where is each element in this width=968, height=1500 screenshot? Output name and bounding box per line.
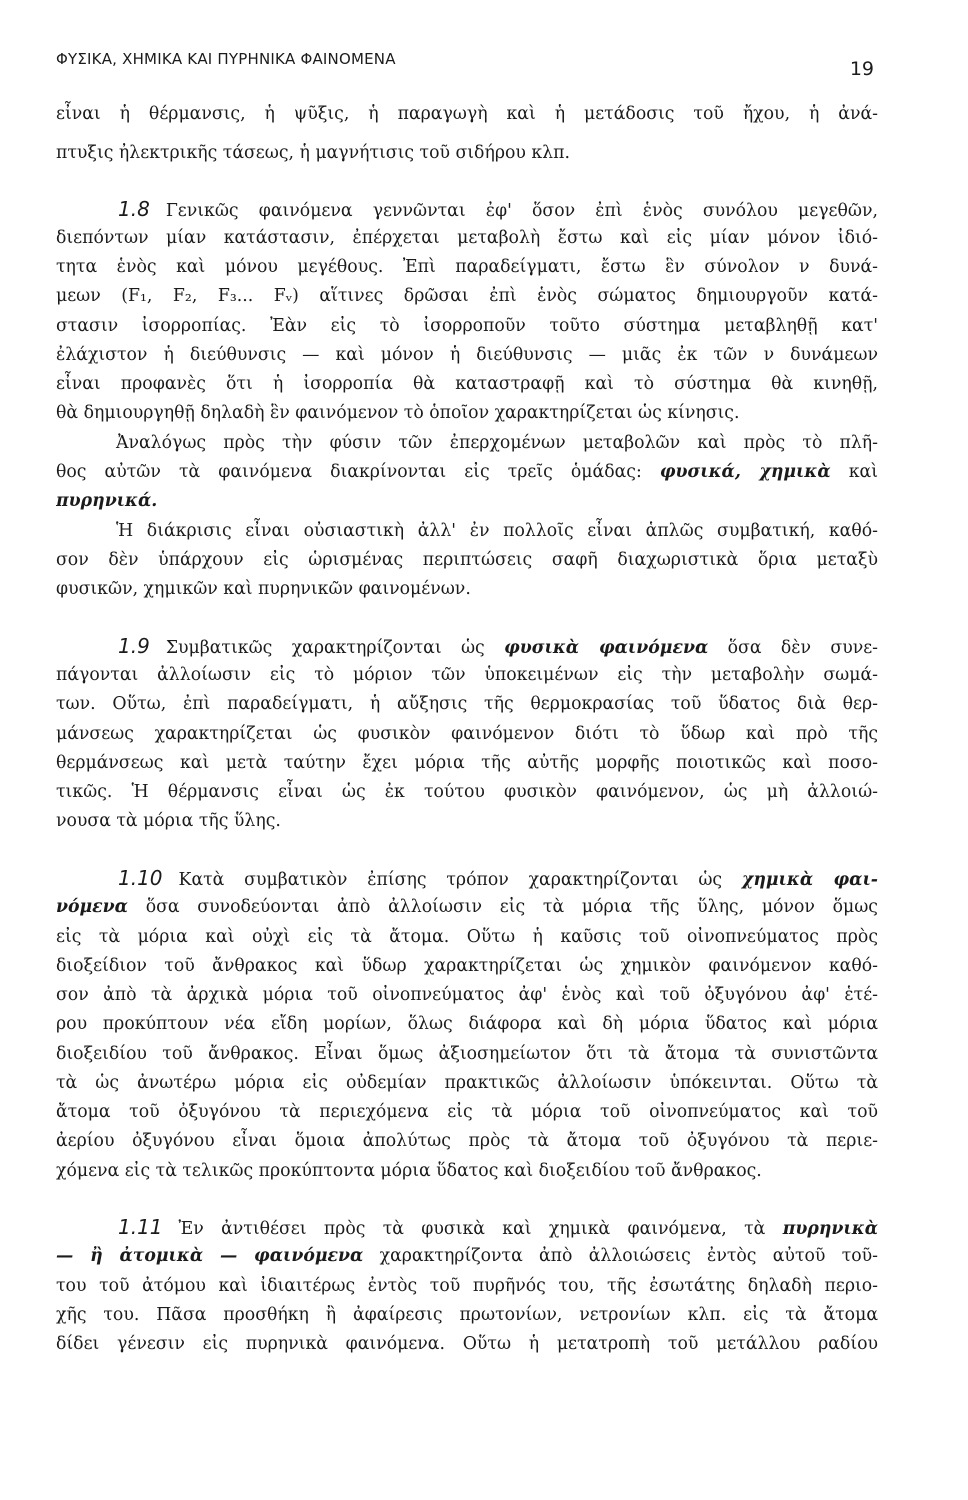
emphasis-term: νόμενα xyxy=(56,897,128,917)
page-number: 19 xyxy=(849,58,874,80)
text-line: χόμενα εἰς τὰ τελικῶς προκύπτοντα μόρια ὕδατος καὶ διοξειδίου τοῦ ἄνθρακος. xyxy=(56,1161,762,1181)
text-line: 1.10 Κατὰ συμβατικὸν ἐπίσης τρόπον χαρακτηρίζονται ὡς χημικὰ φαι- xyxy=(118,866,878,890)
text-line: ἀερίου ὀξυγόνου εἶναι ὅμοια ἀπολύτως πρὸς τὰ ἄτομα τοῦ ὀξυγόνου τὰ περιε- xyxy=(56,1131,878,1151)
text-line: τικῶς. Ἡ θέρμανσις εἶναι ὡς ἐκ τούτου φυσικὸν φαινόμενον, ὡς μὴ ἀλλοιώ- xyxy=(56,782,878,802)
emphasis-term: φυσικὰ φαινόμενα xyxy=(504,638,709,658)
section-number: 1.11 xyxy=(118,1215,163,1239)
text-line: εἶναι προφανὲς ὅτι ἡ ἰσορροπία θὰ καταστραφῇ καὶ τὸ σύστημα θὰ κινηθῇ, xyxy=(56,374,878,394)
text-line: μάνσεως χαρακτηρίζεται ὡς φυσικὸν φαινόμενον διότι τὸ ὕδωρ καὶ πρὸ τῆς xyxy=(56,724,878,744)
text-line: 1.11 Ἐν ἀντιθέσει πρὸς τὰ φυσικὰ καὶ χημικὰ φαινόμενα, τὰ πυρηνικὰ xyxy=(118,1215,878,1239)
text-line: χῆς του. Πᾶσα προσθήκη ἢ ἀφαίρεσις πρωτονίων, νετρονίων κλπ. εἰς τὰ ἄτομα xyxy=(56,1305,878,1325)
text-line: του τοῦ ἀτόμου καὶ ἰδιαιτέρως ἐντὸς τοῦ πυρῆνός του, τῆς ἐσωτάτης δηλαδὴ περιο- xyxy=(56,1276,878,1296)
text-line: δίδει γένεσιν εἰς πυρηνικὰ φαινόμενα. Οὕτω ἡ μετατροπὴ τοῦ μετάλλου ραδίου xyxy=(56,1334,878,1354)
text-line: σον ἀπὸ τὰ ἀρχικὰ μόρια τοῦ οἰνοπνεύματος ἀφ' ἑνὸς καὶ τοῦ ὀξυγόνου ἀφ' ἑτέ- xyxy=(56,985,878,1005)
text-line: εἰς τὰ μόρια καὶ οὐχὶ εἰς τὰ ἄτομα. Οὕτω ἡ καῦσις τοῦ οἰνοπνεύματος πρὸς xyxy=(56,927,878,947)
text-line: νόμενα ὅσα συνοδεύονται ἀπὸ ἀλλοίωσιν εἰς τὰ μόρια τῆς ὕλης, μόνον ὅμως xyxy=(56,897,878,917)
text-line: στασιν ἰσορροπίας. Ἐὰν εἰς τὸ ἰσορροποῦν τοῦτο σύστημα μεταβληθῇ κατ' xyxy=(56,316,878,336)
text-line: νουσα τὰ μόρια τῆς ὕλης. xyxy=(56,811,281,831)
emphasis-term: — ἢ ἀτομικὰ — φαινόμενα xyxy=(56,1246,364,1266)
section-number: 1.8 xyxy=(118,197,150,221)
text-line: φυσικῶν, χημικῶν καὶ πυρηνικῶν φαινομένων. xyxy=(56,579,471,599)
text-line: των. Οὕτω, ἐπὶ παραδείγματι, ἡ αὔξησις τῆς θερμοκρασίας τοῦ ὕδατος διὰ θερ- xyxy=(56,694,878,714)
text-line: σον δὲν ὑπάρχουν εἰς ὡρισμένας περιπτώσεις σαφῆ διαχωριστικὰ ὅρια μεταξὺ xyxy=(56,550,878,570)
emphasis-term: πυρηνικά. xyxy=(56,491,158,511)
text-line: 1.9 Συμβατικῶς χαρακτηρίζονται ὡς φυσικὰ φαινόμενα ὅσα δὲν συνε- xyxy=(118,634,878,658)
section-number: 1.9 xyxy=(118,634,150,658)
text-line: πάγονται ἀλλοίωσιν εἰς τὸ μόριον τῶν ὑποκειμένων εἰς τὴν μεταβολὴν σωμά- xyxy=(56,665,878,685)
text-line: 1.8 Γενικῶς φαινόμενα γεννῶνται ἐφ' ὅσον ἐπὶ ἑνὸς συνόλου μεγεθῶν, xyxy=(118,197,878,221)
text-line: Ἀναλόγως πρὸς τὴν φύσιν τῶν ἐπερχομένων μεταβολῶν καὶ πρὸς τὸ πλῆ- xyxy=(116,433,878,453)
emphasis-term: χημικὰ φαι- xyxy=(741,870,878,890)
text-line: διοξειδίου τοῦ ἄνθρακος. Εἶναι ὅμως ἀξιοσημείωτον ὅτι τὰ ἄτομα τὰ συνιστῶντα xyxy=(56,1044,878,1064)
text-line: τὰ ὡς ἀνωτέρω μόρια εἰς οὐδεμίαν πρακτικῶς ἀλλοίωσιν ὑπόκεινται. Οὕτω τὰ xyxy=(56,1073,878,1093)
text-line: ἐλάχιστον ἡ διεύθυνσις — καὶ μόνον ἡ διεύθυνσις — μιᾶς ἐκ τῶν ν δυνάμεων xyxy=(56,345,878,365)
text-line: θὰ δημιουργηθῇ δηλαδὴ ἓν φαινόμενον τὸ ὁποῖον χαρακτηρίζεται ὡς κίνησις. xyxy=(56,403,740,423)
text-line: θερμάνσεως καὶ μετὰ ταύτην ἔχει μόρια τῆς αὐτῆς μορφῆς ποιοτικῶς καὶ ποσο- xyxy=(56,753,878,773)
section-number: 1.10 xyxy=(118,866,163,890)
text-line xyxy=(56,488,878,514)
emphasis-term: πυρηνικὰ xyxy=(782,1219,878,1239)
text-line: μεων (F₁, F₂, F₃... Fᵥ) αἵτινες δρῶσαι ἐπὶ ἑνὸς σώματος δημιουργοῦν κατά- xyxy=(56,286,878,306)
text-line: διοξείδιον τοῦ ἄνθρακος καὶ ὕδωρ χαρακτηρίζεται ὡς χημικὸν φαινόμενον καθό- xyxy=(56,956,878,976)
running-header: ΦΥΣΙΚΑ, ΧΗΜΙΚΑ ΚΑΙ ΠΥΡΗΝΙΚΑ ΦΑΙΝΟΜΕΝΑ xyxy=(56,50,396,68)
emphasis-term: φυσικά, χημικὰ xyxy=(659,462,831,482)
text-line: εἶναι ἡ θέρμανσις, ἡ ψῦξις, ἡ παραγωγὴ καὶ ἡ μετάδοσις τοῦ ἤχου, ἡ ἀνά- xyxy=(56,104,878,124)
text-line: — ἢ ἀτομικὰ — φαινόμενα χαρακτηρίζοντα ἀπὸ ἀλλοιώσεις ἐντὸς αὐτοῦ τοῦ- xyxy=(56,1246,878,1266)
text-line: Ἡ διάκρισις εἶναι οὐσιαστικὴ ἀλλ' ἐν πολλοῖς εἶναι ἁπλῶς συμβατική, καθό- xyxy=(116,521,878,541)
text-line: τητα ἑνὸς καὶ μόνου μεγέθους. Ἐπὶ παραδείγματι, ἔστω ἓν σύνολον ν δυνά- xyxy=(56,257,878,277)
text-line: διεπόντων μίαν κατάστασιν, ἐπέρχεται μεταβολὴ ἔστω καὶ εἰς μίαν μόνον ἰδιό- xyxy=(56,228,878,248)
text-line: ἄτομα τοῦ ὀξυγόνου τὰ περιεχόμενα εἰς τὰ μόρια τοῦ οἰνοπνεύματος καὶ τοῦ xyxy=(56,1102,878,1122)
text-line: ρου προκύπτουν νέα εἴδη μορίων, ὅλως διάφορα καὶ δὴ μόρια ὕδατος καὶ μόρια xyxy=(56,1014,878,1034)
text-line: θος αὐτῶν τὰ φαινόμενα διακρίνονται εἰς τρεῖς ὁμάδας: φυσικά, χημικὰ καὶ xyxy=(56,462,878,482)
text-line: πτυξις ἠλεκτρικῆς τάσεως, ἡ μαγνήτισις τοῦ σιδήρου κλπ. xyxy=(56,143,570,163)
